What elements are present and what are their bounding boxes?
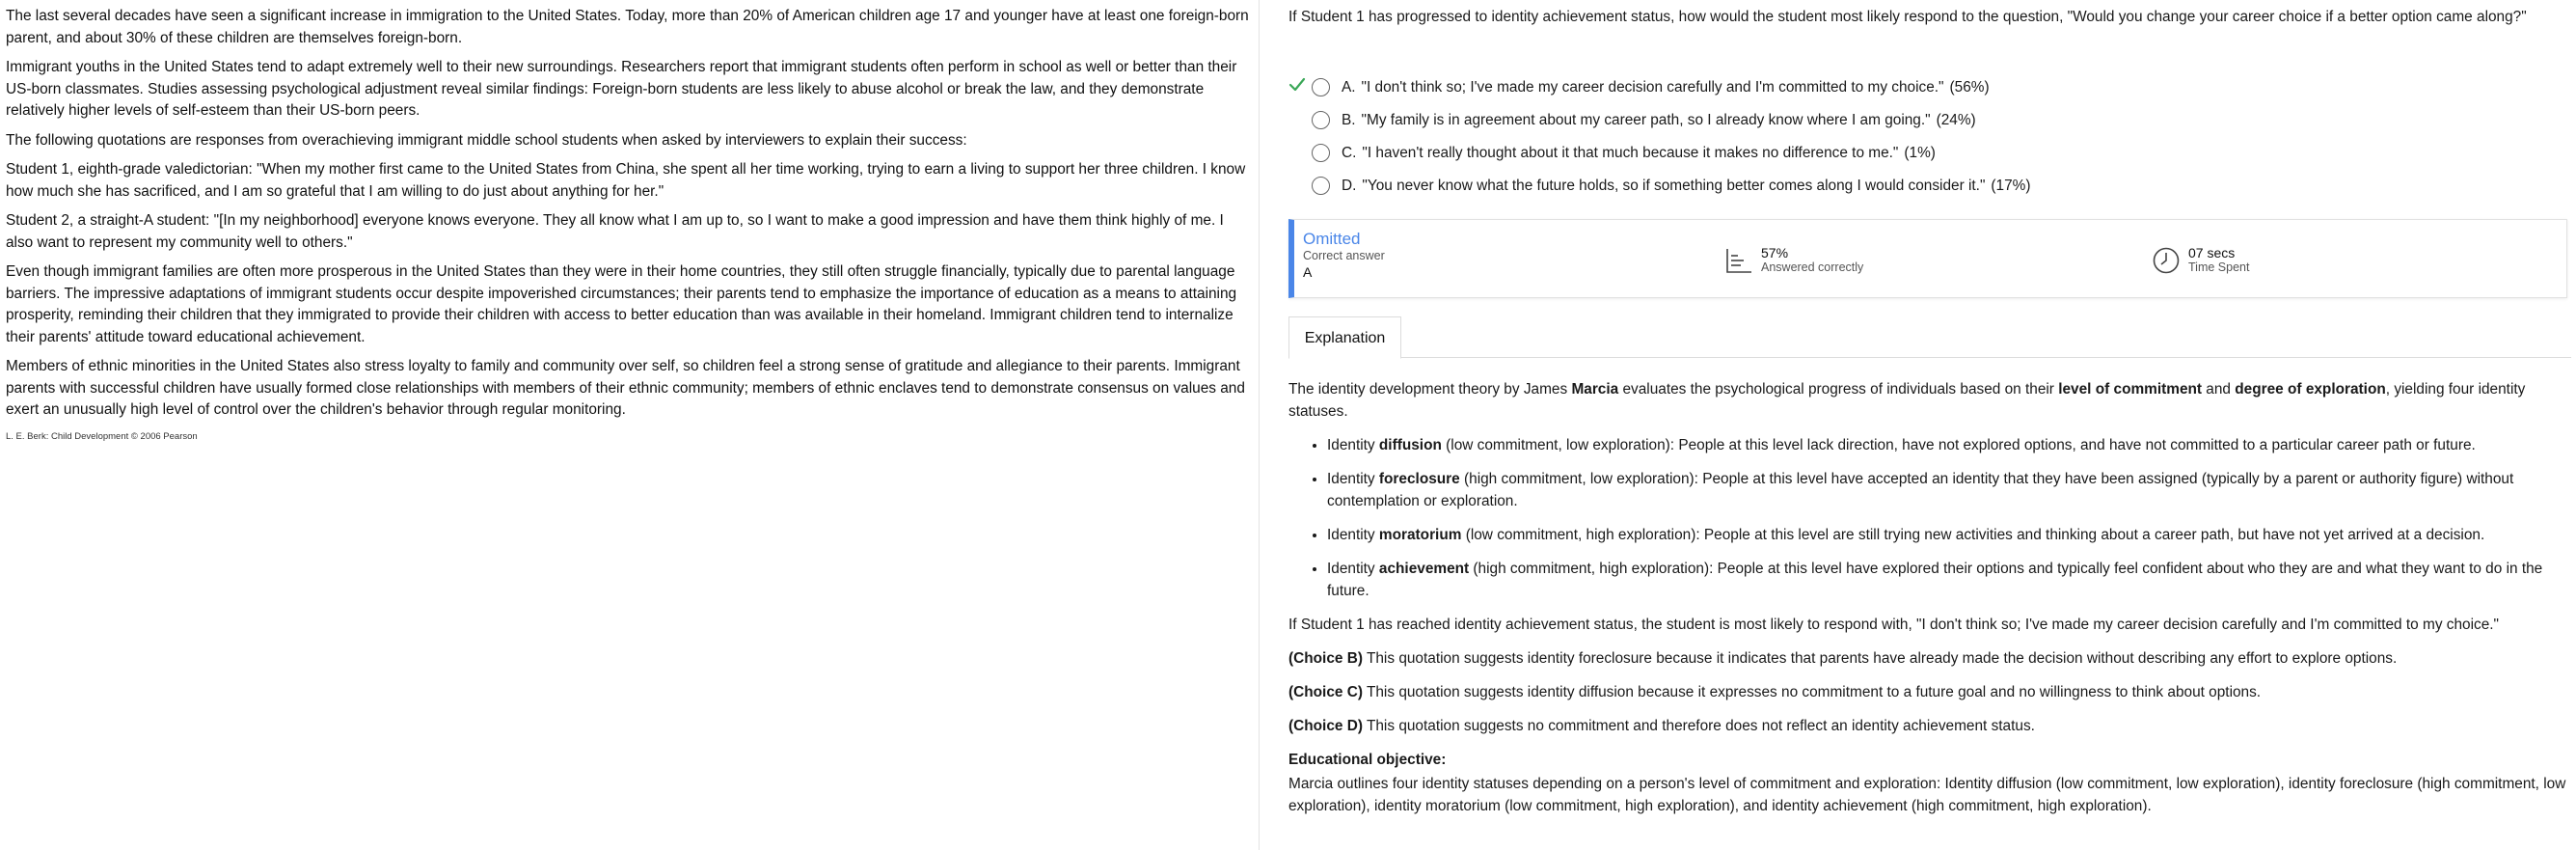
time-spent-label: Time Spent [2188, 260, 2250, 274]
choice-d-letter: D. [1342, 177, 1357, 194]
passage-citation: L. E. Berk: Child Development © 2006 Pearson [6, 430, 198, 442]
answered-correctly-label: Answered correctly [1761, 260, 1864, 274]
list-item-term: moratorium [1378, 527, 1462, 543]
choice-c-rationale: This quotation suggests identity diffusion because it expresses no commitment to a future goal and no willingness to think about options. [1362, 684, 2262, 700]
explanation-body [1288, 378, 2571, 829]
choice-d-percent: (17%) [1991, 177, 2031, 194]
choice-a-percent: (56%) [1949, 78, 1990, 96]
passage-paragraph-5: Student 2, a straight-A student: "[In my neighborhood] everyone knows everyone. They all know what I am up to, so I want to make a good impression and have them think highly of me. I also want to represent my community well to others." [6, 212, 1224, 251]
choice-c-text: "I haven't really thought about it that much because it makes no difference to me." [1362, 144, 1899, 161]
choice-d[interactable] [1288, 169, 2562, 202]
passage-paragraph-4: Student 1, eighth-grade valedictorian: "When my mother first came to the United States from China, she spent all her time working, trying to earn a living to support her three children. I know how much she has sacrificed, and I am so grateful that I am willing to do just about anything for her." [6, 161, 1246, 200]
explanation-intro [1288, 378, 2571, 423]
choice-c-letter: C. [1342, 144, 1357, 161]
choice-b[interactable] [1288, 103, 2562, 136]
bar-chart-icon [1724, 246, 1753, 275]
answered-correctly-value: 57% [1761, 245, 1789, 260]
choice-b-radio[interactable] [1312, 111, 1330, 129]
status-block [1303, 230, 1385, 281]
status-label: Omitted [1303, 230, 1361, 248]
correct-check-icon [1288, 77, 1306, 93]
passage-pane [0, 0, 1259, 850]
list-item-term: foreclosure [1378, 471, 1460, 487]
choice-a[interactable] [1288, 70, 2562, 103]
passage-paragraph-2: Immigrant youths in the United States tend to adapt extremely well to their new surroundings. Researchers report that immigrant students often perform in school as well or better than their US-born classmates. Studies assessing psychological adjustment reveal similar findings: Foreign-born students are less likely to abuse alcohol or break the law, and they demonstrate relatively higher levels of self-esteem than their US-born peers. [6, 59, 1237, 119]
intro-commitment: level of commitment [2058, 381, 2203, 398]
list-item-description: (low commitment, low exploration): People at this level lack direction, have not explored options, and have not committed to a particular career path or future. [1441, 437, 2476, 453]
question-stem: If Student 1 has progressed to identity achievement status, how would the student most likely respond to the question, "Would you change your career choice if a better option came along?" [1288, 9, 2527, 25]
choice-c-explanation [1288, 681, 2571, 703]
choice-b-text: "My family is in agreement about my career path, so I already know where I am going." [1361, 111, 1931, 128]
intro-text-3: and [2202, 381, 2236, 398]
question-pane [1288, 0, 2571, 850]
identity-status-list [1327, 434, 2571, 602]
list-item-moratorium [1327, 524, 2571, 546]
list-item-description: (low commitment, high exploration): People at this level are still trying new activities and thinking about a career path, but have not yet arrived at a decision. [1461, 527, 2485, 543]
list-item-term: diffusion [1378, 437, 1442, 453]
intro-exploration: degree of exploration [2235, 381, 2386, 398]
list-item-foreclosure [1327, 468, 2571, 512]
educational-objective-heading: Educational objective: [1288, 752, 1447, 768]
choice-b-percent: (24%) [1936, 111, 1976, 128]
list-item-prefix: Identity [1327, 527, 1379, 543]
choice-b-label: (Choice B) [1288, 650, 1363, 667]
explanation-conclusion: If Student 1 has reached identity achievement status, the student is most likely to respond with, "I don't think so; I've made my career decision carefully and I'm committed to my choice." [1288, 617, 2500, 633]
choice-d-text: "You never know what the future holds, so if something better comes along I would consider it." [1362, 177, 1986, 194]
list-item-description: (high commitment, high exploration): People at this level have explored their options and typically feel confident about who they are and what they want to do in the future. [1327, 561, 2543, 599]
passage-paragraph-1: The last several decades have seen a significant increase in immigration to the United States. Today, more than 20% of American children age 17 and younger have at least one foreign-born parent, and about 30% of these children are themselves foreign-born. [6, 8, 1249, 46]
choice-c-percent: (1%) [1904, 144, 1936, 161]
choice-c-label: (Choice C) [1288, 684, 1363, 700]
list-item-description: (high commitment, low exploration): People at this level have accepted an identity that they have been assigned (typically by a parent or authority figure) without contemplation or exploration. [1327, 471, 2514, 509]
pane-divider[interactable] [1259, 0, 1260, 850]
choice-b-letter: B. [1342, 111, 1356, 128]
explanation-tabs [1288, 316, 2571, 358]
answered-correctly-block [1724, 245, 1863, 275]
correct-answer-value: A [1303, 264, 1313, 280]
choice-b-rationale: This quotation suggests identity foreclosure because it indicates that parents have already made the decision without describing any effort to explore options. [1362, 650, 2398, 667]
educational-objective-text: Marcia outlines four identity statuses depending on a person's level of commitment and exploration: Identity diffusion (low commitment, low exploration), identity foreclosure (high commitment, low exploration), identity moratorium (low commitment, high exploration), and identity achievement (high commitment, high exploration). [1288, 776, 2566, 814]
intro-text-4: , yielding four identity statuses. [1288, 381, 2526, 420]
choice-d-explanation [1288, 715, 2571, 737]
list-item-term: achievement [1378, 561, 1470, 577]
list-item-diffusion [1327, 434, 2571, 456]
choice-a-radio[interactable] [1312, 78, 1330, 96]
answer-choices [1288, 70, 2562, 202]
time-spent-value: 07 secs [2188, 245, 2236, 260]
passage-paragraph-7: Members of ethnic minorities in the United States also stress loyalty to family and community over self, so children feel a strong sense of gratitude and allegiance to their parents. Immigrant parents with successful children have usually formed close relationships with members of their ethnic community; members of ethnic enclaves tend to demonstrate consensus on values and exert an unusually high level of control over the children's behavior through regular monitoring. [6, 358, 1245, 418]
list-item-prefix: Identity [1327, 437, 1379, 453]
intro-text-2: evaluates the psychological progress of individuals based on their [1618, 381, 2059, 398]
list-item-achievement [1327, 558, 2571, 602]
passage-paragraph-3: The following quotations are responses from overachieving immigrant middle school students when asked by interviewers to explain their success: [6, 131, 967, 149]
choice-c-radio[interactable] [1312, 144, 1330, 162]
clock-icon [2152, 246, 2181, 275]
list-item-prefix: Identity [1327, 471, 1379, 487]
tab-explanation[interactable]: Explanation [1288, 316, 1401, 359]
passage-paragraph-6: Even though immigrant families are often more prosperous in the United States than they were in their home countries, they still often struggle financially, typically due to parental language barriers. The impressive adaptations of immigrant students occur despite impoverished circumstances; their parents tend to emphasize the importance of education as a means to attaining prosperity, reminding their children that they immigrated to provide their children with access to better education than was available in their homeland. Immigrant children tend to internalize their parents' attitude toward educational achievement. [6, 263, 1237, 345]
choice-d-label: (Choice D) [1288, 718, 1363, 734]
list-item-prefix: Identity [1327, 561, 1379, 577]
answer-stats-panel [1288, 219, 2567, 298]
choice-a-text: "I don't think so; I've made my career decision carefully and I'm committed to my choice." [1361, 78, 1944, 96]
choice-d-radio[interactable] [1312, 177, 1330, 195]
intro-text-1: The identity development theory by James [1288, 381, 1572, 398]
choice-c[interactable] [1288, 136, 2562, 169]
choice-a-letter: A. [1342, 78, 1356, 96]
correct-answer-label: Correct answer [1303, 249, 1385, 262]
choice-b-explanation [1288, 647, 2571, 670]
choice-d-rationale: This quotation suggests no commitment and therefore does not reflect an identity achievement status. [1362, 718, 2035, 734]
time-spent-block [2152, 245, 2249, 275]
intro-marcia: Marcia [1571, 381, 1619, 398]
